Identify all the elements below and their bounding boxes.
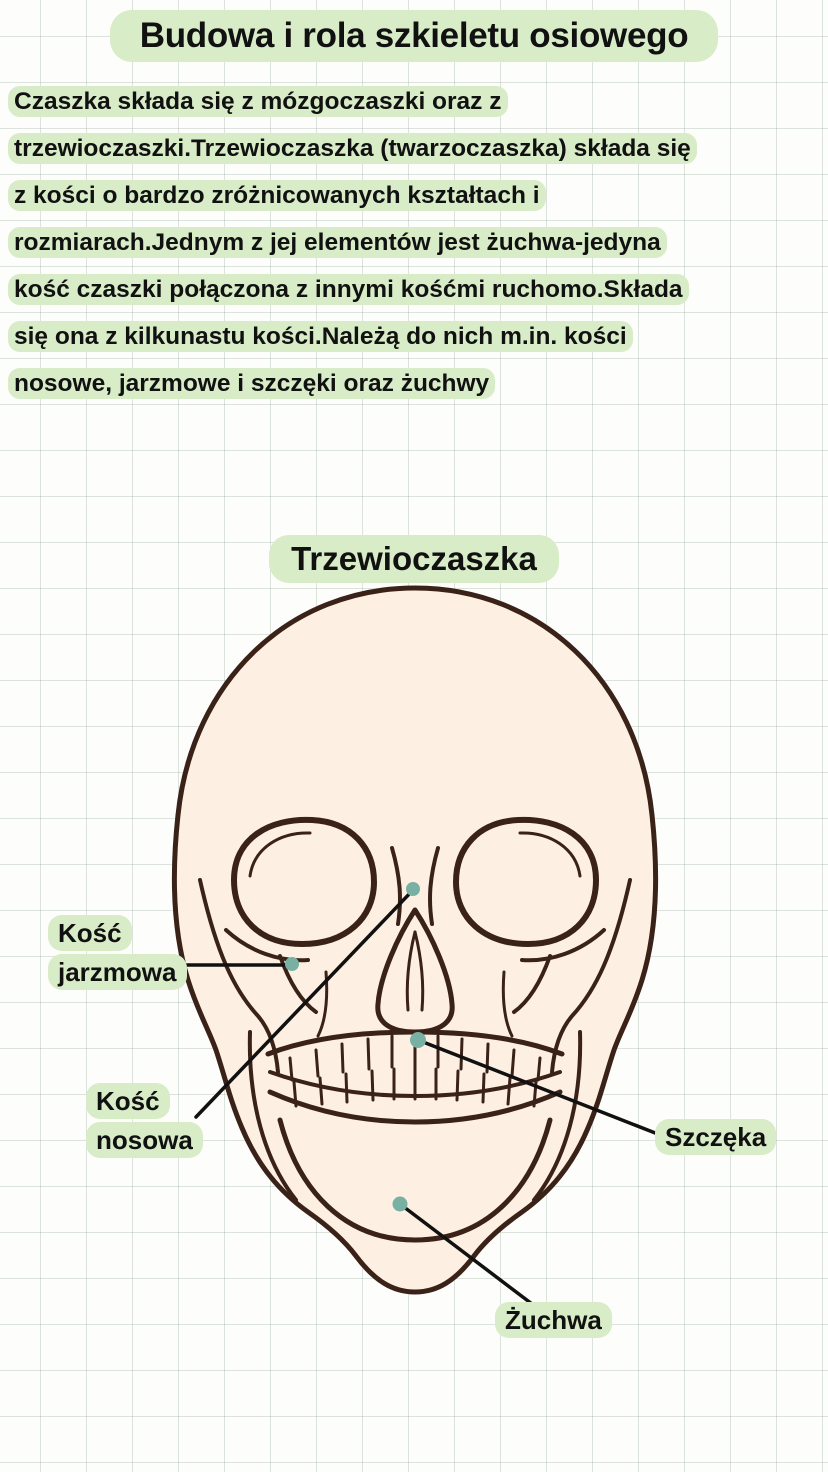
page-title: Budowa i rola szkieletu osiowego <box>110 10 719 62</box>
skull-illustration <box>130 580 700 1300</box>
label-kosc-jarzmowa-line2: jarzmowa <box>48 954 187 990</box>
label-zuchwa-text: Żuchwa <box>495 1302 612 1338</box>
label-szczeka-text: Szczęka <box>655 1119 776 1155</box>
section-heading-container <box>0 535 828 583</box>
label-zuchwa <box>495 1305 612 1336</box>
label-kosc-nosowa <box>86 1086 203 1156</box>
section-heading: Trzewioczaszka <box>269 535 559 583</box>
label-kosc-jarzmowa-line1: Kość <box>48 915 132 951</box>
body-paragraph-text: Czaszka składa się z mózgoczaszki oraz z trzewioczaszki.Trzewioczaszka (twarzoczaszka) składa się z kości o bardzo zróżnicowanych kształtach i rozmiarach.Jednym z jej elementów jest żuchwa-jedyna kość czaszki połączona z innymi kośćmi ruchomo.Składa się ona z kilkunastu kości.Należą do nich m.in. kości nosowe, jarzmowe i szczęki oraz żuchwy <box>8 86 697 399</box>
label-kosc-nosowa-line1: Kość <box>86 1083 170 1119</box>
label-kosc-jarzmowa <box>48 918 187 988</box>
label-szczeka <box>655 1122 776 1153</box>
body-paragraph <box>8 78 708 407</box>
label-kosc-nosowa-line2: nosowa <box>86 1122 203 1158</box>
page-title-container <box>0 10 828 62</box>
